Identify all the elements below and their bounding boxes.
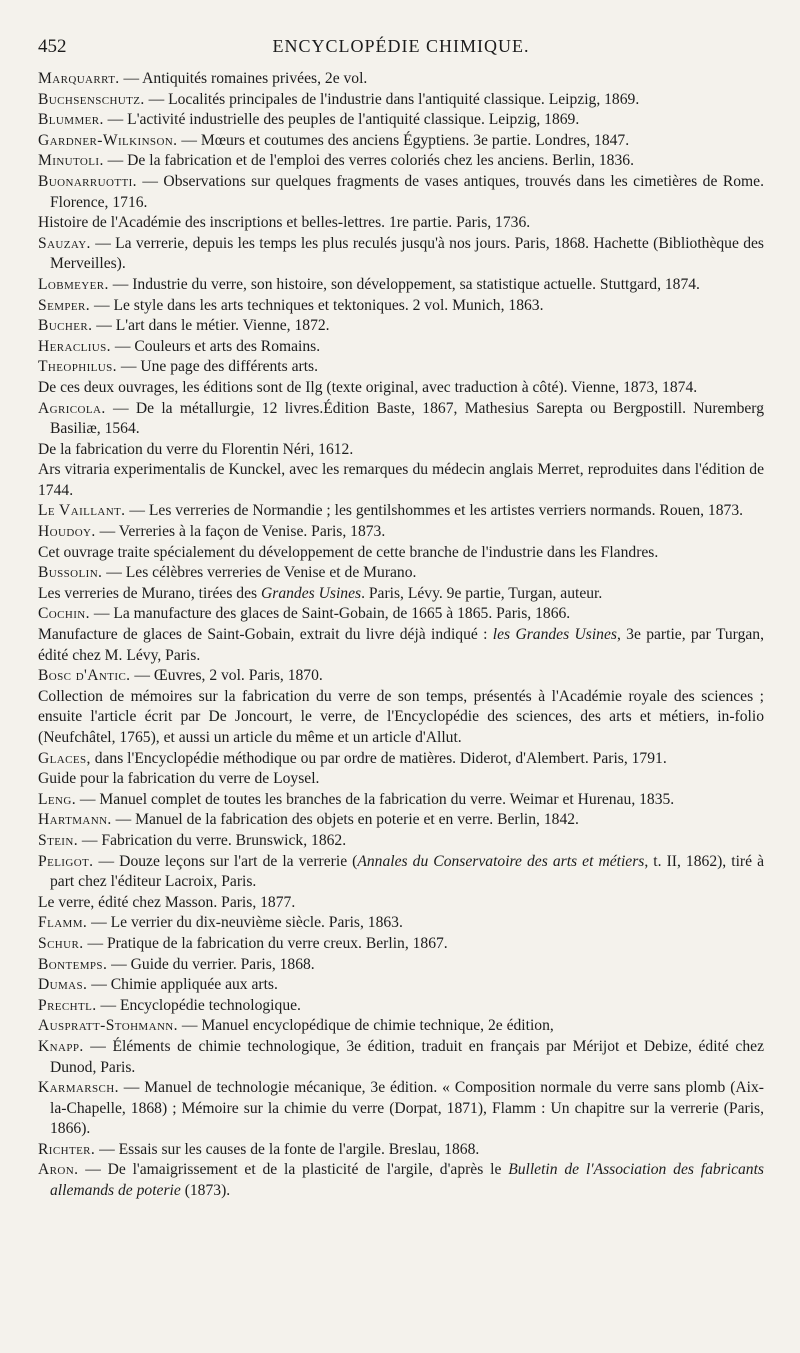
entry-text: — De l'amaigrissement et de la plasticité de l'argile, d'après le bbox=[78, 1161, 509, 1179]
entry-text: — Œuvres, 2 vol. Paris, 1870. bbox=[130, 667, 323, 685]
bibliography-entry bbox=[38, 131, 764, 152]
entry-author: Knapp. bbox=[38, 1037, 84, 1055]
entry-text: — Manuel de la fabrication des objets en poterie et en verre. Berlin, 1842. bbox=[111, 811, 579, 829]
entry-author: Semper. bbox=[38, 296, 91, 314]
entry-text: — La verrerie, depuis les temps les plus reculés jusqu'à nos jours. Paris, 1868. Hachette (Bibliothèque des Merveilles). bbox=[50, 234, 764, 273]
entry-author: Leng. bbox=[38, 790, 77, 808]
entry-italic-title: Bulletin de l'Association des fabricants allemands de poterie bbox=[50, 1161, 764, 1200]
entry-author: Buonarruotti. bbox=[38, 172, 137, 190]
entry-text: — Manuel de technologie mécanique, 3e édition. « Composition normale du verre sans plomb (Aix-la-Chapelle, 1868) ; Mémoire sur la chimie du verre (Dorpat, 1871), Flamm : Un chapitre sur la verrerie (Paris, 1866). bbox=[50, 1079, 764, 1138]
bibliography-entry bbox=[38, 852, 764, 893]
entry-text-continued: , 3e partie, par Turgan, édité chez M. Lévy, Paris. bbox=[38, 626, 764, 664]
entry-text: — Couleurs et arts des Romains. bbox=[110, 337, 321, 355]
entry-author: Karmarsch. bbox=[38, 1079, 119, 1097]
running-title: ENCYCLOPÉDIE CHIMIQUE. bbox=[272, 36, 530, 56]
entry-text: — Douze leçons sur l'art de la verrerie ( bbox=[93, 852, 358, 870]
entry-text: Guide pour la fabrication du verre de Loysel. bbox=[38, 770, 320, 788]
entry-text: — Mœurs et coutumes des anciens Égyptiens. 3e partie. Londres, 1847. bbox=[177, 131, 630, 149]
entry-author: Auspratt-Stohmann. bbox=[38, 1017, 178, 1035]
entry-text: — De la fabrication et de l'emploi des verres coloriés chez les anciens. Berlin, 1836. bbox=[103, 152, 634, 170]
entry-author: Cochin. bbox=[38, 605, 90, 623]
entry-author: Flamm. bbox=[38, 914, 88, 932]
entry-author: Lobmeyer. bbox=[38, 275, 109, 293]
entry-text: Ars vitraria experimentalis de Kunckel, avec les remarques du médecin anglais Merret, reproduites dans l'édition de 1744. bbox=[38, 461, 764, 499]
entry-text: — Éléments de chimie technologique, 3e édition, traduit en français par Mérijot et Debize, édité chez Dunod, Paris. bbox=[50, 1037, 764, 1076]
bibliography-entry bbox=[38, 749, 764, 770]
bibliography-entry bbox=[38, 172, 764, 213]
entry-text: — Localités principales de l'industrie dans l'antiquité classique. Leipzig, 1869. bbox=[144, 90, 640, 108]
bibliography-entry bbox=[38, 769, 764, 790]
bibliography-entry bbox=[38, 213, 764, 234]
entry-italic-title: les Grandes Usines bbox=[492, 626, 617, 644]
bibliography-entry bbox=[38, 975, 764, 996]
entry-text: — Chimie appliquée aux arts. bbox=[87, 976, 278, 994]
entry-text: — De la métallurgie, 12 livres.Édition Baste, 1867, Mathesius Sarepta ou Bergpostill. Nuremberg Basiliæ, 1564. bbox=[50, 399, 764, 438]
bibliography-entry bbox=[38, 69, 764, 90]
entry-author: Dumas. bbox=[38, 976, 88, 994]
page-header bbox=[38, 36, 764, 60]
entry-author: Glaces, bbox=[38, 749, 91, 767]
entry-text-continued: , t. II, 1862), tiré à part chez l'éditeur Lacroix, Paris. bbox=[50, 852, 765, 891]
bibliography-entry bbox=[38, 604, 764, 625]
entry-text: Le verre, édité chez Masson. Paris, 1877. bbox=[38, 893, 296, 911]
entry-text-continued: (1873). bbox=[180, 1182, 231, 1200]
bibliography-list bbox=[38, 69, 764, 1202]
bibliography-entry bbox=[38, 399, 764, 440]
entry-author: Le Vaillant. bbox=[38, 502, 126, 520]
entry-author: Agricola. bbox=[38, 399, 106, 417]
entry-author: Hartmann. bbox=[38, 811, 112, 829]
bibliography-entry bbox=[38, 501, 764, 522]
entry-author: Prechtl. bbox=[38, 996, 97, 1014]
bibliography-entry bbox=[38, 625, 764, 666]
bibliography-entry bbox=[38, 810, 764, 831]
entry-text: De ces deux ouvrages, les éditions sont de Ilg (texte original, avec traduction à côté). Vienne, 1873, 1874. bbox=[38, 378, 698, 396]
entry-text: Collection de mémoires sur la fabrication du verre de son temps, présentés à l'Académie royale des sciences ; ensuite l'article écrit par De Joncourt, le verre, de l'Encyclopédie des sciences, des arts et métiers, in-folio (Neufchâtel, 1765), et aussi un article du même et un article d'Allut. bbox=[38, 687, 764, 746]
bibliography-entry bbox=[38, 913, 764, 934]
entry-author: Bontemps. bbox=[38, 955, 108, 973]
entry-author: Sauzay. bbox=[38, 234, 91, 252]
entry-text: — L'art dans le métier. Vienne, 1872. bbox=[92, 317, 330, 335]
bibliography-entry bbox=[38, 543, 764, 564]
entry-text: — La manufacture des glaces de Saint-Gobain, de 1665 à 1865. Paris, 1866. bbox=[89, 605, 571, 623]
entry-author: Aron. bbox=[38, 1161, 79, 1179]
entry-author: Heraclius. bbox=[38, 337, 111, 355]
entry-italic-title: Grandes Usines bbox=[261, 584, 362, 602]
bibliography-entry bbox=[38, 1016, 764, 1037]
entry-text: — Les verreries de Normandie ; les gentilshommes et les artistes verriers normands. Rouen, 1873. bbox=[125, 502, 744, 520]
bibliography-entry bbox=[38, 687, 764, 749]
entry-text: — Manuel encyclopédique de chimie technique, 2e édition, bbox=[177, 1017, 554, 1035]
entry-text: De la fabrication du verre du Florentin Néri, 1612. bbox=[38, 440, 354, 458]
entry-text: dans l'Encyclopédie méthodique ou par ordre de matières. Diderot, d'Alembert. Paris, 1791. bbox=[90, 749, 667, 767]
entry-author: Bucher. bbox=[38, 317, 93, 335]
bibliography-entry bbox=[38, 275, 764, 296]
bibliography-entry bbox=[38, 90, 764, 111]
entry-author: Bussolin. bbox=[38, 564, 103, 582]
entry-text: Manufacture de glaces de Saint-Gobain, extrait du livre déjà indiqué : bbox=[38, 626, 493, 644]
bibliography-entry bbox=[38, 316, 764, 337]
entry-author: Richter. bbox=[38, 1140, 96, 1158]
bibliography-entry bbox=[38, 934, 764, 955]
entry-text: — Verreries à la façon de Venise. Paris, 1873. bbox=[95, 523, 386, 541]
entry-author: Gardner-Wilkinson. bbox=[38, 131, 178, 149]
entry-text: Cet ouvrage traite spécialement du développement de cette branche de l'industrie dans les Flandres. bbox=[38, 543, 659, 561]
entry-text: — Essais sur les causes de la fonte de l'argile. Breslau, 1868. bbox=[95, 1140, 480, 1158]
entry-text: — Les célèbres verreries de Venise et de Murano. bbox=[102, 564, 417, 582]
entry-author: Blummer. bbox=[38, 111, 104, 129]
entry-text-continued: . Paris, Lévy. 9e partie, Turgan, auteur. bbox=[361, 584, 603, 602]
entry-author: Bosc d'Antic. bbox=[38, 667, 131, 685]
entry-text: — Antiquités romaines privées, 2e vol. bbox=[119, 70, 368, 87]
bibliography-entry bbox=[38, 460, 764, 501]
entry-text: — Pratique de la fabrication du verre creux. Berlin, 1867. bbox=[83, 934, 448, 952]
entry-author: Marquarrt. bbox=[38, 70, 120, 87]
bibliography-entry bbox=[38, 378, 764, 399]
bibliography-entry bbox=[38, 1160, 764, 1201]
bibliography-entry bbox=[38, 1140, 764, 1161]
page-number: 452 bbox=[38, 36, 67, 57]
bibliography-entry bbox=[38, 440, 764, 461]
entry-author: Theophilus. bbox=[38, 358, 117, 376]
bibliography-entry bbox=[38, 151, 764, 172]
entry-text: — Manuel complet de toutes les branches de la fabrication du verre. Weimar et Hurenau, 1835. bbox=[76, 790, 675, 808]
bibliography-entry bbox=[38, 357, 764, 378]
entry-author: Houdoy. bbox=[38, 523, 96, 541]
entry-text: — Le verrier du dix-neuvième siècle. Paris, 1863. bbox=[87, 914, 403, 932]
entry-text: — Le style dans les arts techniques et tektoniques. 2 vol. Munich, 1863. bbox=[90, 296, 544, 314]
bibliography-entry bbox=[38, 110, 764, 131]
entry-text: — Encyclopédie technologique. bbox=[96, 996, 301, 1014]
bibliography-entry bbox=[38, 955, 764, 976]
entry-text: Histoire de l'Académie des inscriptions et belles-lettres. 1re partie. Paris, 1736. bbox=[38, 214, 531, 232]
entry-text: — L'activité industrielle des peuples de l'antiquité classique. Leipzig, 1869. bbox=[103, 111, 580, 129]
entry-text: — Guide du verrier. Paris, 1868. bbox=[107, 955, 315, 973]
bibliography-entry bbox=[38, 831, 764, 852]
bibliography-entry bbox=[38, 996, 764, 1017]
bibliography-entry bbox=[38, 1078, 764, 1140]
bibliography-entry bbox=[38, 666, 764, 687]
bibliography-entry bbox=[38, 296, 764, 317]
bibliography-entry bbox=[38, 522, 764, 543]
entry-author: Minutoli. bbox=[38, 152, 104, 170]
bibliography-entry bbox=[38, 790, 764, 811]
bibliography-entry bbox=[38, 893, 764, 914]
bibliography-entry bbox=[38, 1037, 764, 1078]
bibliography-entry bbox=[38, 584, 764, 605]
bibliography-entry bbox=[38, 563, 764, 584]
entry-text: — Fabrication du verre. Brunswick, 1862. bbox=[78, 831, 347, 849]
entry-text: — Une page des différents arts. bbox=[116, 358, 319, 376]
entry-author: Stein. bbox=[38, 831, 79, 849]
entry-italic-title: Annales du Conservatoire des arts et métiers bbox=[357, 852, 645, 870]
entry-text: — Industrie du verre, son histoire, son développement, sa statistique actuelle. Stuttgard, 1874. bbox=[108, 275, 700, 293]
bibliography-entry bbox=[38, 337, 764, 358]
entry-text: — Observations sur quelques fragments de vases antiques, trouvés dans les cimetières de Rome. Florence, 1716. bbox=[50, 172, 764, 211]
bibliography-entry bbox=[38, 234, 764, 275]
entry-author: Buchsenschutz. bbox=[38, 90, 145, 108]
entry-author: Peligot. bbox=[38, 852, 94, 870]
entry-text: Les verreries de Murano, tirées des bbox=[38, 584, 261, 602]
entry-author: Schur. bbox=[38, 934, 84, 952]
